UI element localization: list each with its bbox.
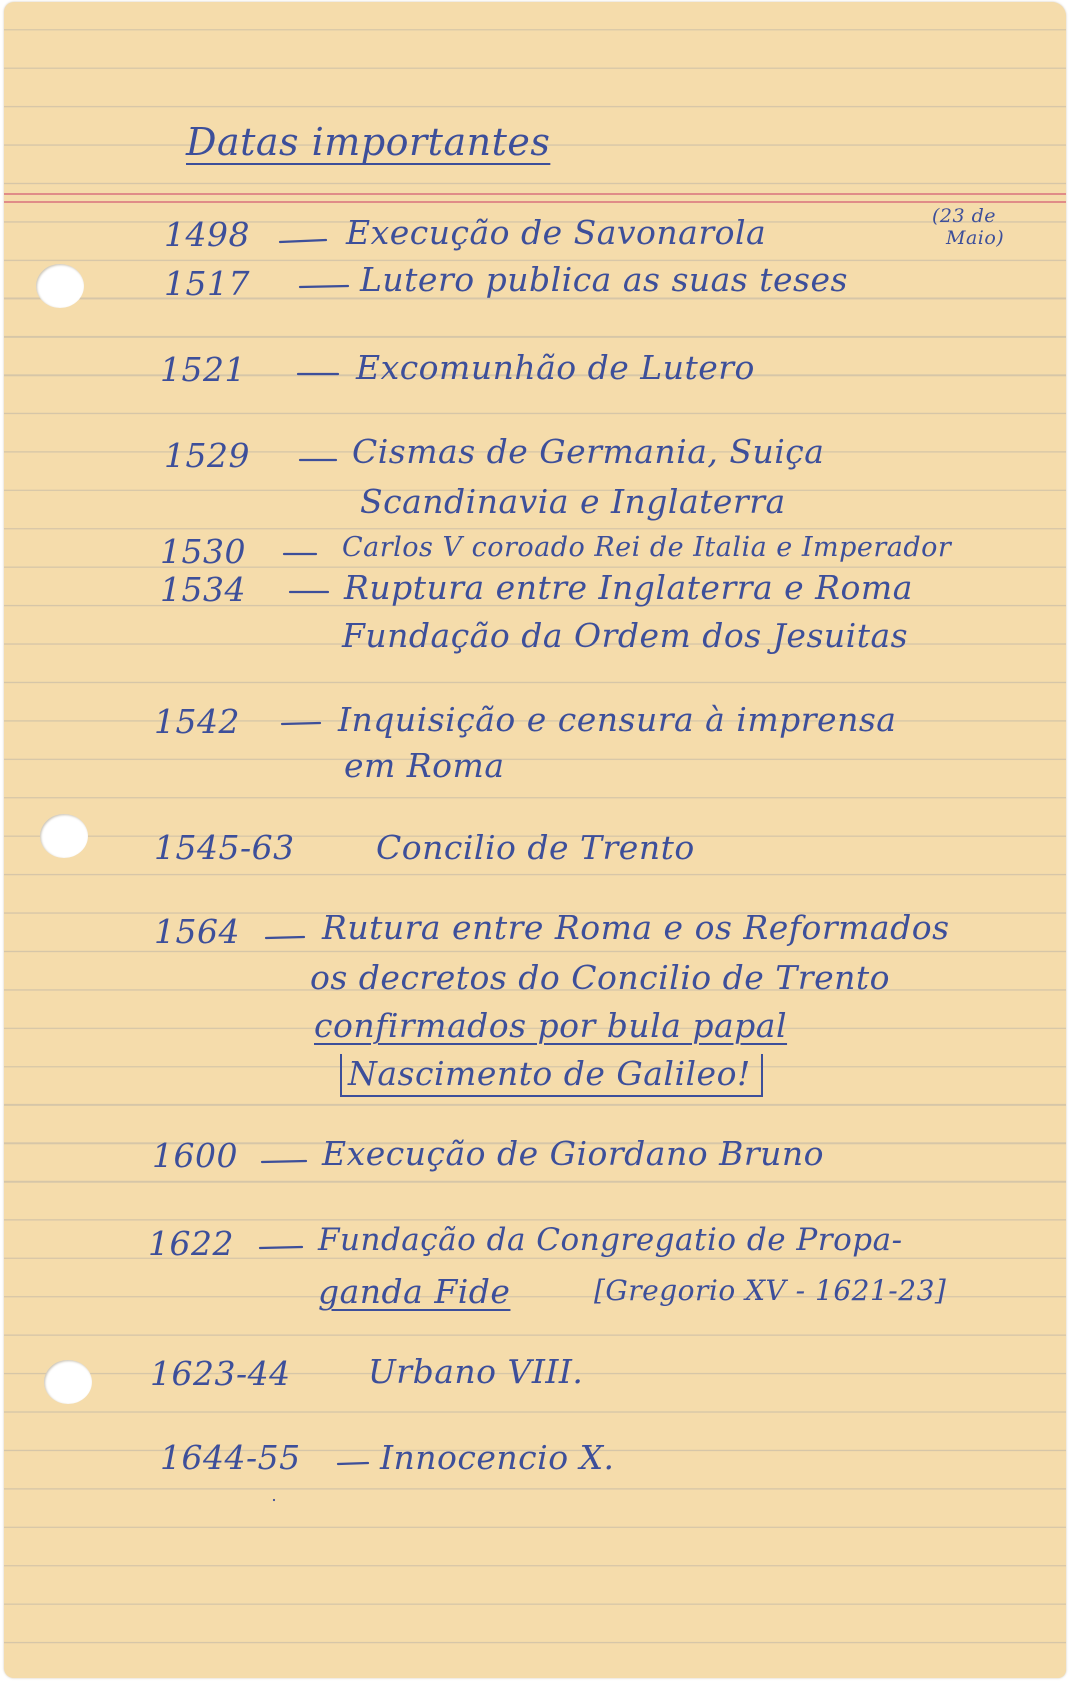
entry-text: ganda Fide <box>318 1272 511 1311</box>
entry-text: Carlos V coroado Rei de Italia e Imperador <box>342 532 952 563</box>
entry-note: Maio) <box>946 227 1005 249</box>
entry-year: 1564 <box>154 912 240 951</box>
entry-text: Fundação da Ordem dos Jesuitas <box>342 616 909 655</box>
entry-text: os decretos do Concilio de Trento <box>310 958 890 997</box>
entry-year: 1534 <box>160 570 246 609</box>
entry-text: Innocencio X. <box>380 1438 615 1477</box>
boxed-note: Nascimento de Galileo! <box>340 1054 763 1097</box>
entry-year: 1600 <box>152 1136 238 1175</box>
entry-year: 1542 <box>154 702 240 741</box>
entry-text: Ruptura entre Inglaterra e Roma <box>344 568 913 607</box>
entry-year: 1644-55 <box>160 1438 301 1477</box>
entry-year: 1530 <box>160 532 246 571</box>
entry-year: 1623-44 <box>150 1354 291 1393</box>
entry-year: 1517 <box>164 264 250 303</box>
entry-text: Urbano VIII. <box>368 1352 584 1391</box>
entry-year: 1498 <box>164 215 250 254</box>
entry-text: Inquisição e censura à imprensa <box>338 700 897 739</box>
entry-text: Cismas de Germania, Suiça <box>352 432 825 471</box>
entry-year: 1521 <box>160 350 246 389</box>
entry-year: 1529 <box>164 436 250 475</box>
dash-marks <box>4 2 1066 1678</box>
entry-text: Execução de Giordano Bruno <box>322 1134 824 1173</box>
page-title: Datas importantes <box>186 120 551 164</box>
entry-text: Excomunhão de Lutero <box>356 348 755 387</box>
entry-note: (23 de <box>932 205 997 227</box>
entry-text: Execução de Savonarola <box>346 213 767 252</box>
entry-text: Concilio de Trento <box>376 828 695 867</box>
entry-text: [Gregorio XV - 1621-23] <box>594 1274 947 1307</box>
entry-text: confirmados por bula papal <box>314 1006 788 1045</box>
notebook-page <box>4 2 1066 1678</box>
entry-text: Rutura entre Roma e os Reformados <box>322 908 950 947</box>
entry-text: Scandinavia e Inglaterra <box>360 482 786 521</box>
entry-text: Fundação da Congregatio de Propa- <box>318 1222 903 1258</box>
entry-text: Lutero publica as suas teses <box>360 260 848 299</box>
entry-year: 1622 <box>148 1224 234 1263</box>
entry-year: 1545-63 <box>154 828 295 867</box>
entry-text: em Roma <box>344 746 505 785</box>
